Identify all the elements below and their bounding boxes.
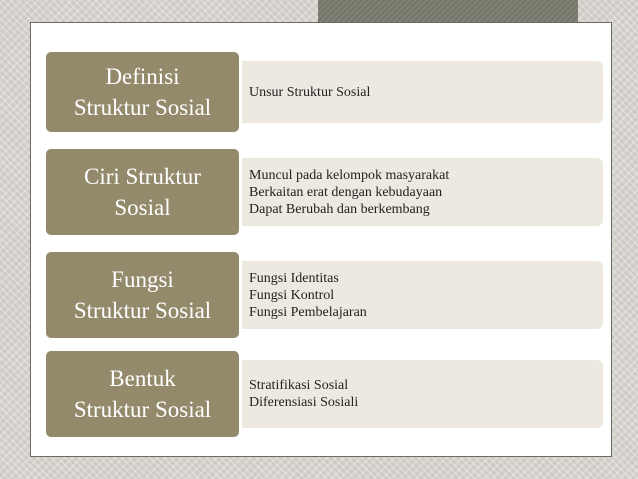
row-label-line: Fungsi <box>111 267 174 292</box>
diagram-row-ciri <box>43 146 603 238</box>
row-label-box <box>43 348 242 440</box>
bullet-panel <box>219 61 603 123</box>
diagram-row-definisi <box>43 49 603 135</box>
bullet-list <box>233 167 449 218</box>
row-label-line: Struktur Sosial <box>73 298 212 323</box>
bullet-panel <box>219 261 603 329</box>
bullet-item: • Fungsi Identitas <box>249 270 367 287</box>
row-label-line: Sosial <box>114 195 171 220</box>
bullet-list <box>233 84 370 101</box>
bullet-item: • Dapat Berubah dan berkembang <box>249 201 449 218</box>
diagram-row-fungsi <box>43 249 603 341</box>
bullet-item: • Diferensiasi Sosiali <box>249 394 358 411</box>
bullet-item: • Fungsi Kontrol <box>249 287 367 304</box>
row-label-line: Struktur Sosial <box>73 397 212 422</box>
bullet-item: • Muncul pada kelompok masyarakat <box>249 167 449 184</box>
bullet-item: • Unsur Struktur Sosial <box>249 84 370 101</box>
row-label-box <box>43 146 242 238</box>
slide-frame <box>30 22 612 457</box>
row-label-box <box>43 249 242 341</box>
bullet-list <box>233 270 367 321</box>
bullet-item: • Fungsi Pembelajaran <box>249 304 367 321</box>
row-label-line: Ciri Struktur <box>84 164 201 189</box>
row-label-line: Definisi <box>105 64 180 89</box>
row-label-box <box>43 49 242 135</box>
bullet-item: • Stratifikasi Sosial <box>249 377 358 394</box>
bullet-panel <box>219 158 603 226</box>
bullet-panel <box>219 360 603 428</box>
bullet-item: • Berkaitan erat dengan kebudayaan <box>249 184 449 201</box>
diagram-row-bentuk <box>43 348 603 440</box>
bullet-list <box>233 377 358 411</box>
row-label-line: Struktur Sosial <box>73 95 212 120</box>
row-label-line: Bentuk <box>109 366 176 391</box>
